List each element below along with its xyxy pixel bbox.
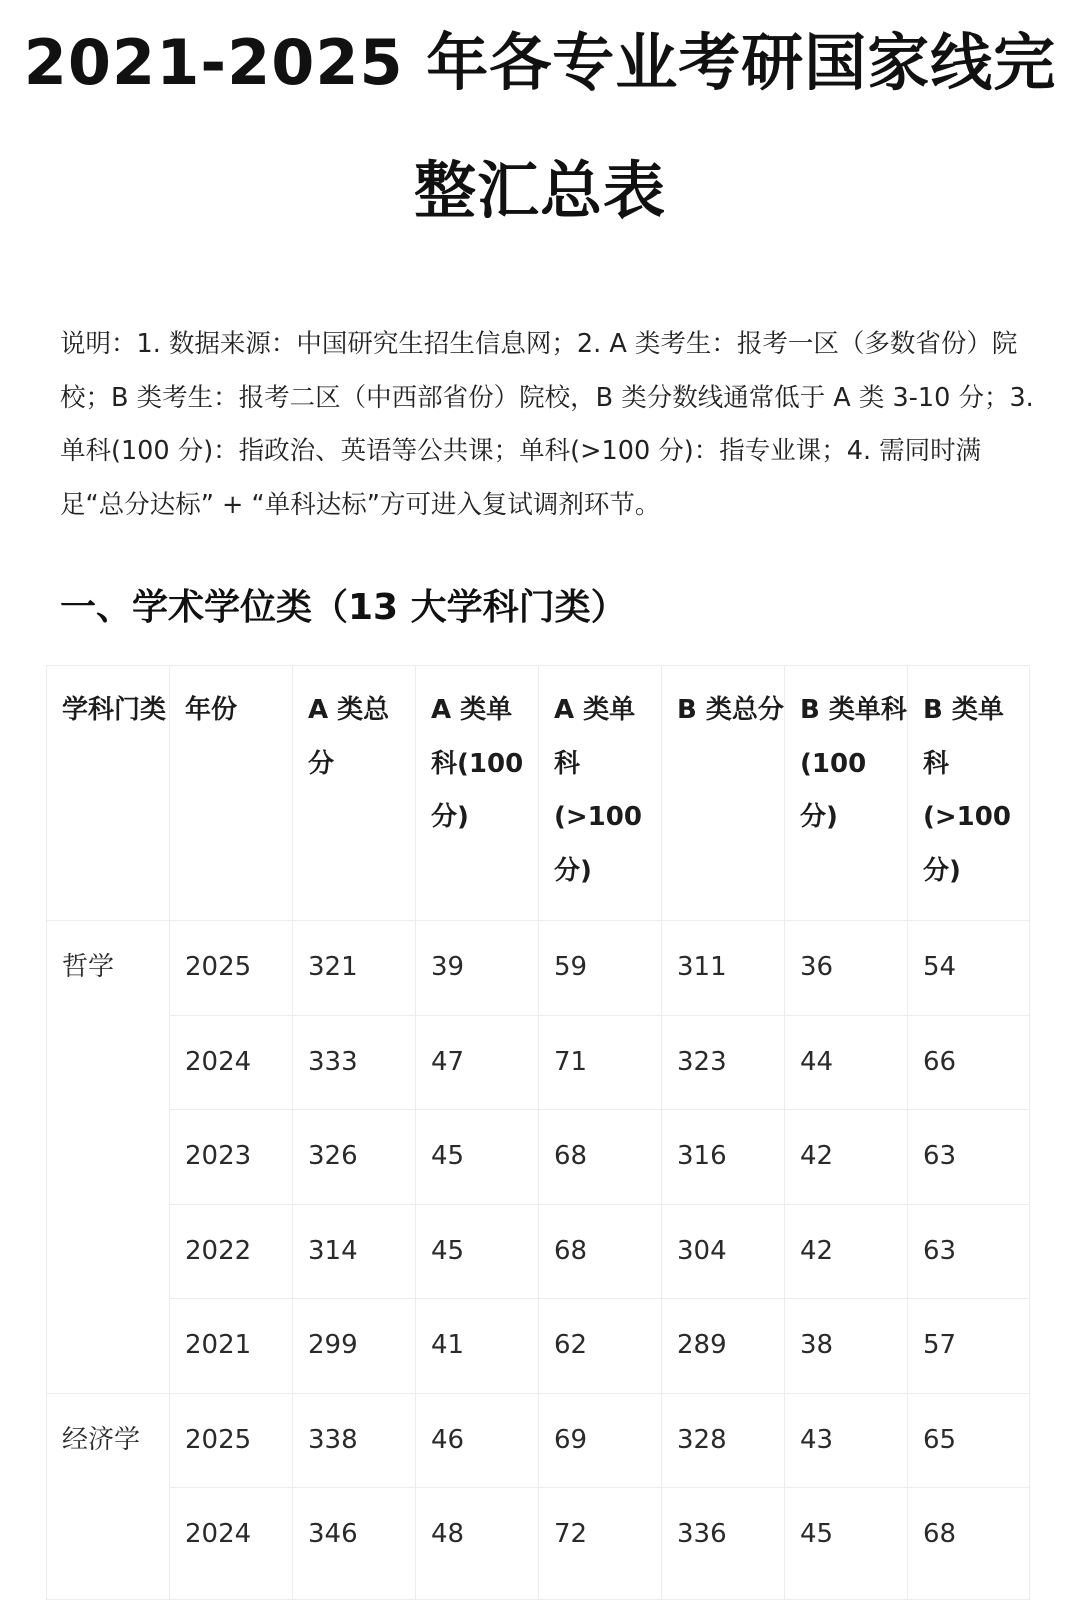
value-cell: 62 (539, 1299, 662, 1394)
year-cell: 2021 (170, 1299, 293, 1394)
value-cell: 63 (908, 1204, 1030, 1299)
value-cell: 47 (416, 1015, 539, 1110)
year-cell: 2025 (170, 1393, 293, 1488)
header-b-total: B 类总分 (662, 666, 785, 921)
value-cell: 299 (293, 1299, 416, 1394)
document-title-line-2: 整汇总表 (413, 154, 666, 227)
header-a-single-over-100: A 类单科(>100 分) (539, 666, 662, 921)
subject-cell: 经济学 (47, 1393, 170, 1600)
value-cell: 63 (908, 1110, 1030, 1205)
header-year: 年份 (170, 666, 293, 921)
header-subject: 学科门类 (47, 666, 170, 921)
table-row (47, 1393, 1030, 1488)
value-cell: 46 (416, 1393, 539, 1488)
value-cell: 338 (293, 1393, 416, 1488)
value-cell: 43 (785, 1393, 908, 1488)
header-a-total: A 类总分 (293, 666, 416, 921)
value-cell: 304 (662, 1204, 785, 1299)
value-cell: 45 (416, 1204, 539, 1299)
header-b-single-100: B 类单科(100 分) (785, 666, 908, 921)
value-cell: 346 (293, 1488, 416, 1600)
table-row (47, 1015, 1030, 1110)
value-cell: 38 (785, 1299, 908, 1394)
value-cell: 328 (662, 1393, 785, 1488)
document-title-line-1: 2021-2025 年各专业考研国家线完 (23, 26, 1057, 99)
header-a-single-100: A 类单科(100 分) (416, 666, 539, 921)
table-row (47, 1110, 1030, 1205)
value-cell: 316 (662, 1110, 785, 1205)
year-cell: 2025 (170, 921, 293, 1016)
value-cell: 44 (785, 1015, 908, 1110)
value-cell: 71 (539, 1015, 662, 1110)
value-cell: 321 (293, 921, 416, 1016)
value-cell: 326 (293, 1110, 416, 1205)
value-cell: 41 (416, 1299, 539, 1394)
table-row (47, 1488, 1030, 1600)
table-row (47, 1204, 1030, 1299)
year-cell: 2024 (170, 1015, 293, 1110)
subject-cell: 哲学 (47, 921, 170, 1394)
value-cell: 68 (908, 1488, 1030, 1600)
value-cell: 68 (539, 1204, 662, 1299)
value-cell: 311 (662, 921, 785, 1016)
value-cell: 69 (539, 1393, 662, 1488)
value-cell: 45 (785, 1488, 908, 1600)
value-cell: 65 (908, 1393, 1030, 1488)
value-cell: 45 (416, 1110, 539, 1205)
year-cell: 2022 (170, 1204, 293, 1299)
value-cell: 333 (293, 1015, 416, 1110)
value-cell: 336 (662, 1488, 785, 1600)
section-heading: 一、学术学位类（13 大学科门类） (60, 587, 627, 628)
value-cell: 289 (662, 1299, 785, 1394)
value-cell: 48 (416, 1488, 539, 1600)
year-cell: 2024 (170, 1488, 293, 1600)
value-cell: 39 (416, 921, 539, 1016)
value-cell: 314 (293, 1204, 416, 1299)
table-row (47, 1299, 1030, 1394)
value-cell: 59 (539, 921, 662, 1016)
year-cell: 2023 (170, 1110, 293, 1205)
table-header-row (47, 666, 1030, 921)
table-row (47, 921, 1030, 1016)
explanatory-note: 说明：1. 数据来源：中国研究生招生信息网；2. A 类考生：报考一区（多数省份）院校；B 类考生：报考二区（中西部省份）院校，B 类分数线通常低于 A 类 3-10 分；3. 单科(100 分)：指政治、英语等公共课；单科(>100 分)：指专业课；4. 需同时满足“总分达标” + “单科达标”方可进入复试调剂环节。 (60, 329, 1034, 520)
value-cell: 36 (785, 921, 908, 1016)
value-cell: 72 (539, 1488, 662, 1600)
value-cell: 42 (785, 1204, 908, 1299)
value-cell: 68 (539, 1110, 662, 1205)
cutoff-score-table (46, 665, 1030, 1600)
value-cell: 66 (908, 1015, 1030, 1110)
value-cell: 323 (662, 1015, 785, 1110)
header-b-single-over-100: B 类单科(>100 分) (908, 666, 1030, 921)
value-cell: 54 (908, 921, 1030, 1016)
value-cell: 42 (785, 1110, 908, 1205)
value-cell: 57 (908, 1299, 1030, 1394)
